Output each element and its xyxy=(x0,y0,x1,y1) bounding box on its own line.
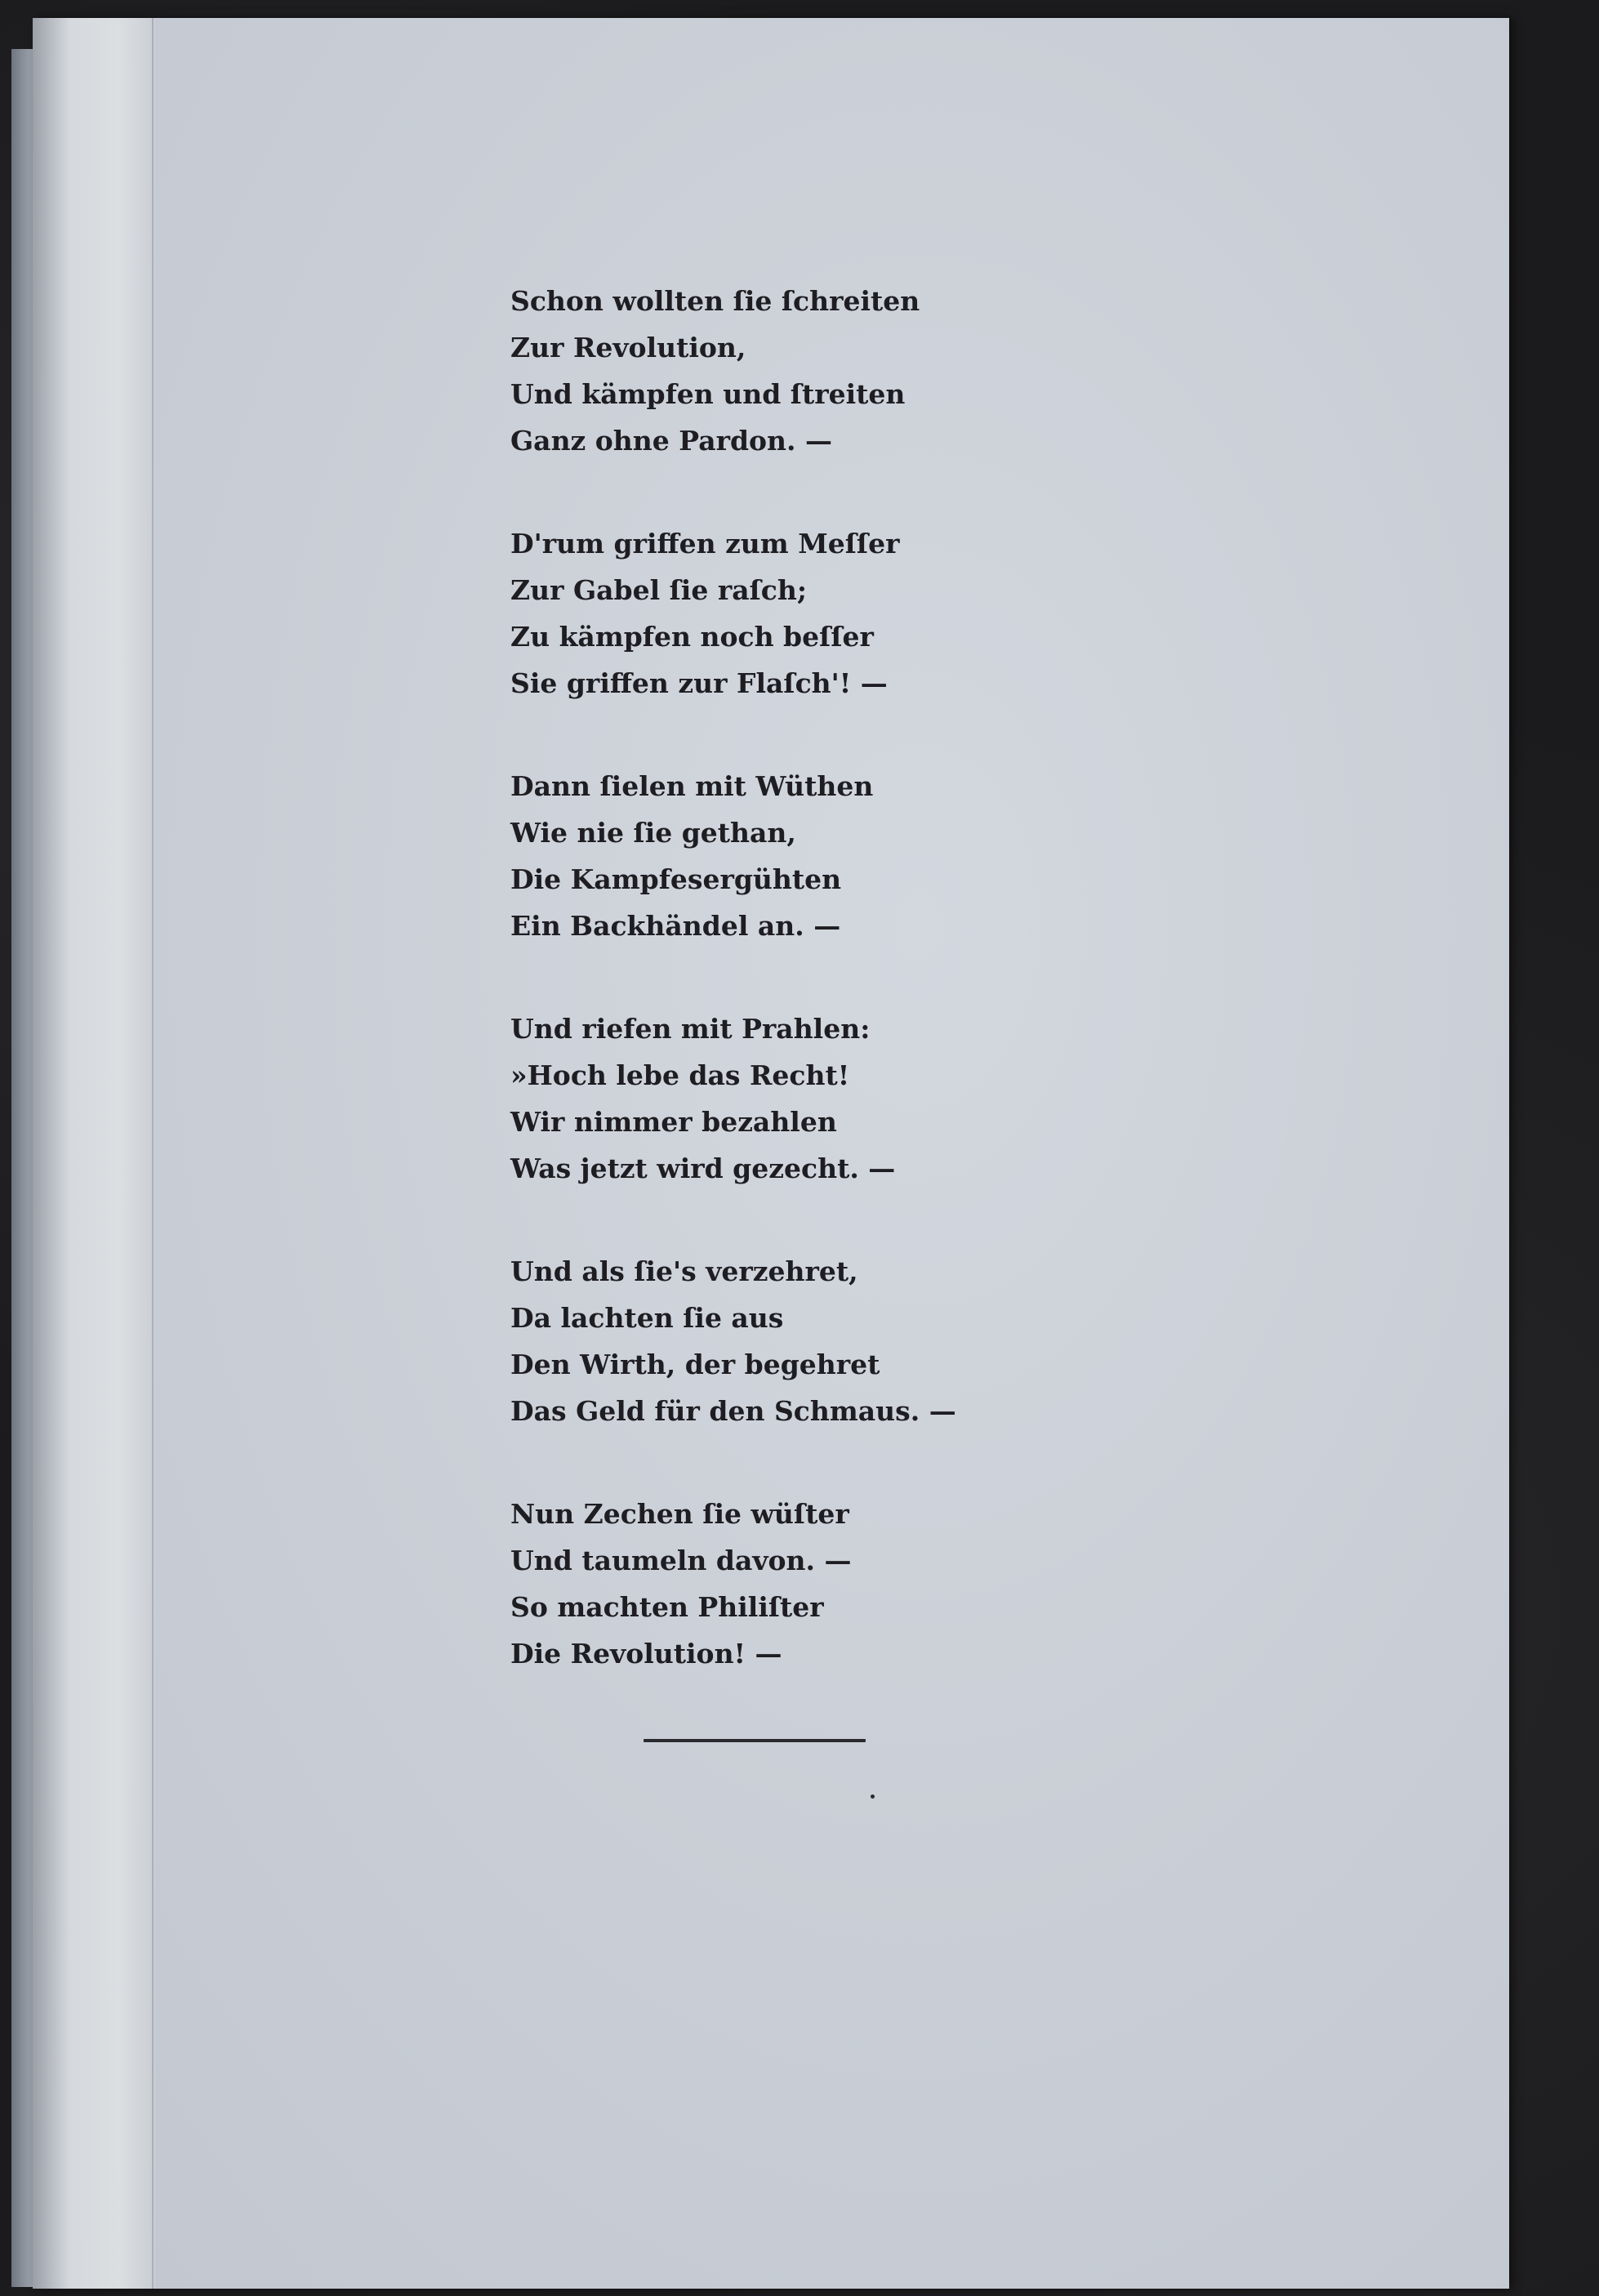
poem-line: Dann ſielen mit Wüthen xyxy=(510,770,874,802)
poem-line: Zu kämpfen noch beſſer xyxy=(510,621,874,653)
poem-line: Und taumeln davon. — xyxy=(510,1545,852,1576)
poem-line: Die Revolution! — xyxy=(510,1638,782,1670)
ink-dot xyxy=(871,1794,875,1799)
poem-line: Den Wirth, der begehret xyxy=(510,1349,880,1380)
stanza-5 xyxy=(510,1248,956,1434)
poem-line: Da lachten ſie aus xyxy=(510,1302,784,1334)
poem-line: Und als ſie's verzehret, xyxy=(510,1255,858,1287)
poem-line: Wir nimmer bezahlen xyxy=(510,1106,837,1138)
poem-line: Ganz ohne Pardon. — xyxy=(510,425,833,457)
poem-line: Ein Backhändel an. — xyxy=(510,910,841,942)
poem-line: Sie griffen zur Flaſch'! — xyxy=(510,667,888,699)
stanza-3 xyxy=(510,763,935,949)
poem-line: Und kämpfen und ſtreiten xyxy=(510,378,906,410)
stanza-6 xyxy=(510,1491,935,1677)
stanza-2 xyxy=(510,520,935,707)
poem-line: Was jetzt wird gezecht. — xyxy=(510,1152,896,1184)
poem-line: D'rum griffen zum Meſſer xyxy=(510,528,900,560)
poem xyxy=(510,278,956,1733)
poem-line: Wie nie ſie gethan, xyxy=(510,817,796,849)
poem-line: So machten Philiſter xyxy=(510,1591,824,1623)
poem-line: Die Kampfesergühten xyxy=(510,863,842,895)
poem-line: Schon wollten ſie ſchreiten xyxy=(510,285,920,317)
poem-line: Und riefen mit Prahlen: xyxy=(510,1013,871,1045)
gutter-line xyxy=(152,18,154,2289)
stanza-1 xyxy=(510,278,935,464)
poem-line: Nun Zechen ſie wüſter xyxy=(510,1498,849,1530)
poem-line: Zur Gabel ſie raſch; xyxy=(510,574,808,606)
end-rule xyxy=(644,1739,866,1742)
poem-line: »Hoch lebe das Recht! xyxy=(510,1059,850,1091)
page-gutter xyxy=(33,18,155,2289)
stanza-4 xyxy=(510,1005,935,1192)
poem-line: Das Geld für den Schmaus. — xyxy=(510,1395,956,1427)
poem-line: Zur Revolution, xyxy=(510,332,746,363)
